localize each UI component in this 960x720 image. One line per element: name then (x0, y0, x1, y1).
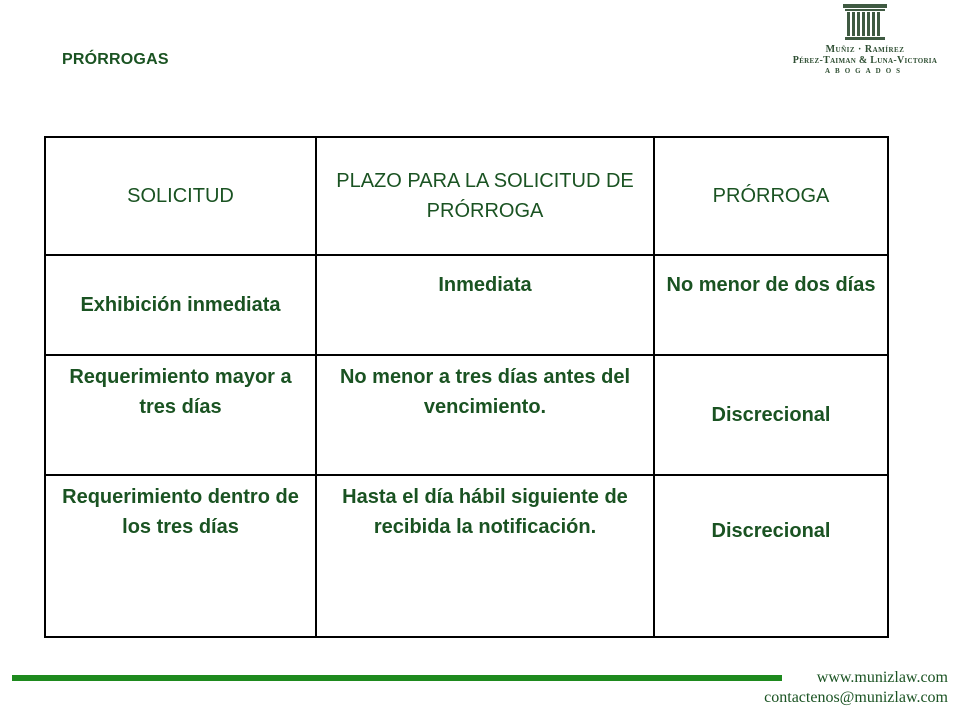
footer-website-link[interactable]: www.munizlaw.com (816, 669, 948, 686)
table-cell: Discrecional (654, 355, 888, 475)
table-row (45, 255, 888, 355)
table-cell: Exhibición inmediata (45, 255, 316, 355)
table-row (45, 475, 888, 637)
firm-name-line2: Pérez-Taiman & Luna-Victoria (792, 55, 938, 66)
slide-title: PRÓRROGAS (62, 51, 169, 68)
table-cell: Requerimiento mayor a tres días (45, 355, 316, 475)
header-cell-prorroga: PRÓRROGA (654, 137, 888, 255)
table-cell: Requerimiento dentro de los tres días (45, 475, 316, 637)
table-cell: No menor de dos días (654, 255, 888, 355)
table-cell: Discrecional (654, 475, 888, 637)
extension-table (44, 136, 889, 638)
footer-divider (12, 675, 782, 681)
building-columns-icon (841, 2, 889, 42)
table-cell: Inmediata (316, 255, 654, 355)
firm-tagline: ABOGADOS (824, 67, 906, 75)
footer-email-link[interactable]: contactenos@munizlaw.com (764, 689, 948, 706)
header-cell-plazo: PLAZO PARA LA SOLICITUD DE PRÓRROGA (316, 137, 654, 255)
table-cell: Hasta el día hábil siguiente de recibida la notificación. (316, 475, 654, 637)
table-row (45, 355, 888, 475)
header-cell-solicitud: SOLICITUD (45, 137, 316, 255)
footer-contact (764, 668, 948, 708)
table-header-row (45, 137, 888, 255)
table-cell: No menor a tres días antes del vencimiento. (316, 355, 654, 475)
firm-logo (770, 2, 960, 88)
firm-name-line1: Muñiz · Ramírez (825, 44, 905, 55)
